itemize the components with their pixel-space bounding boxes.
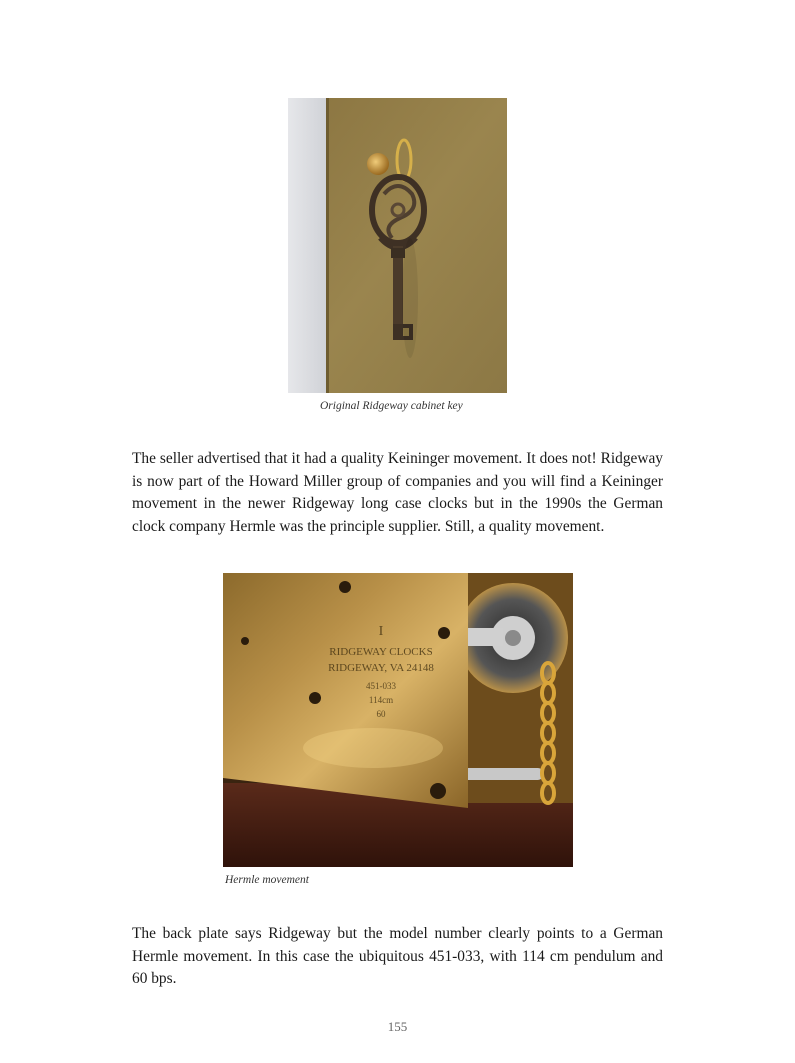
body-paragraph-1: The seller advertised that it had a quality Keininger movement. It does not! Ridgeway is now part of the Howard Miller group of companies and you will find a Keininger movement in the newer Ridgeway long case clocks but in the 1990s the German clock company Hermle was the principle supplier. Still, a quality movement. — [132, 450, 663, 535]
engraving-line-5: 60 — [376, 709, 386, 719]
cabinet-key-image — [288, 98, 507, 393]
cabinet-key-photo — [288, 98, 507, 393]
hermle-movement-photo — [223, 573, 573, 867]
hermle-movement-image — [223, 573, 573, 867]
page-number: 155 — [387, 1019, 408, 1034]
svg-text:I: I — [378, 624, 384, 639]
engraving-line-4: 114cm — [368, 695, 394, 705]
figure2-caption: Hermle movement — [225, 874, 309, 886]
body-paragraph-2: The back plate says Ridgeway but the model number clearly points to a German Hermle movement. In this case the ubiquitous 451-033, with 114 cm pendulum and 60 bps. — [132, 925, 663, 987]
engraving-line-1: RIDGEWAY CLOCKS — [329, 646, 433, 658]
figure1-caption: Original Ridgeway cabinet key — [320, 400, 463, 412]
engraving-line-3: 451-033 — [366, 681, 396, 691]
engraving-line-2: RIDGEWAY, VA 24148 — [328, 662, 434, 674]
